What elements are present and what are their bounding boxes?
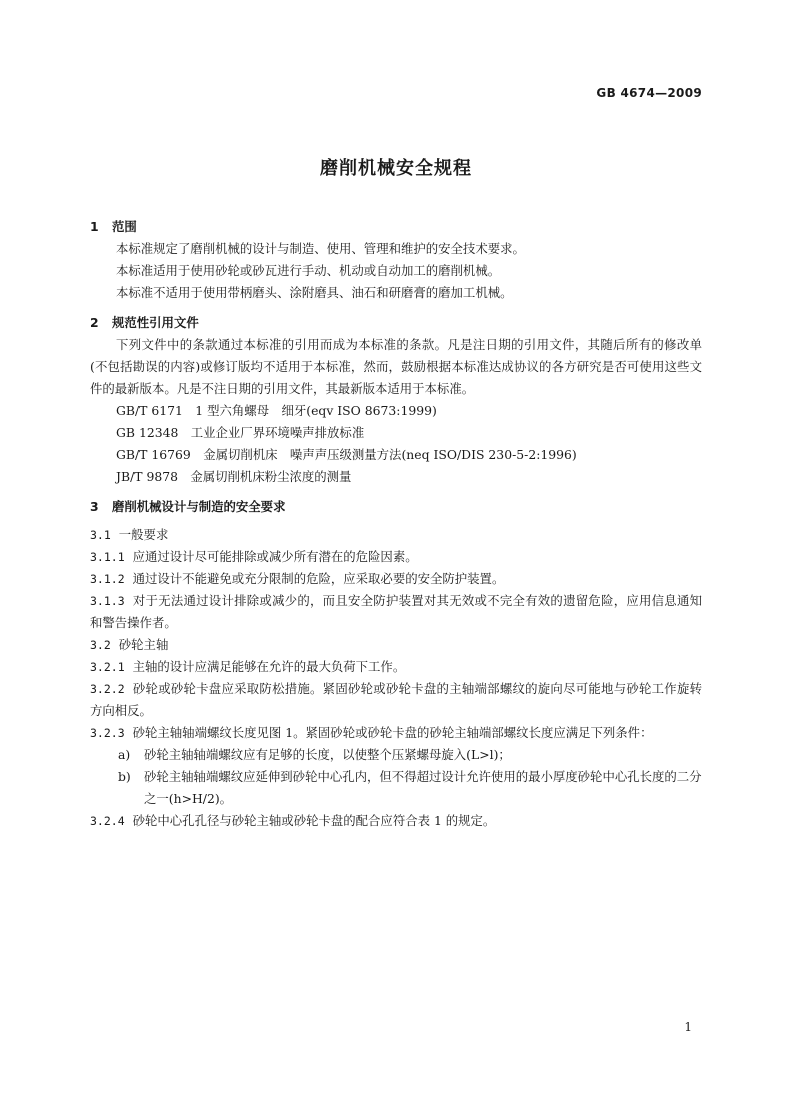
clause-text: 砂轮主轴轴端螺纹长度见图 1。紧固砂轮或砂轮卡盘的砂轮主轴端部螺纹长度应满足下列条件： bbox=[132, 725, 653, 740]
clause-number: 3.1.1 bbox=[90, 550, 125, 564]
list-item-label: b) bbox=[118, 769, 131, 784]
clause-text: 应通过设计尽可能排除或减少所有潜在的危险因素。 bbox=[132, 549, 418, 564]
section-number: 1 bbox=[90, 219, 99, 234]
clause-text: 砂轮中心孔孔径与砂轮主轴或砂轮卡盘的配合应符合表 1 的规定。 bbox=[132, 813, 496, 828]
clause-number: 3.2.3 bbox=[90, 726, 125, 740]
clause-number: 3.2 bbox=[90, 638, 111, 652]
clause-heading bbox=[90, 634, 702, 656]
clause-number: 3.2.4 bbox=[90, 814, 125, 828]
document-title: 磨削机械安全规程 bbox=[320, 158, 472, 179]
clause-text: 对于无法通过设计排除或减少的，而且安全防护装置对其无效或不完全有效的遗留危险，应用信息通知和警告操作者。 bbox=[90, 593, 702, 630]
clause-text: 通过设计不能避免或充分限制的危险，应采取必要的安全防护装置。 bbox=[132, 571, 505, 586]
scope-paragraph: 本标准不适用于使用带柄磨头、涂附磨具、油石和研磨膏的磨加工机械。 bbox=[116, 285, 513, 300]
scope-paragraph: 本标准适用于使用砂轮或砂瓦进行手动、机动或自动加工的磨削机械。 bbox=[116, 263, 501, 278]
standard-number: GB 4674—2009 bbox=[596, 86, 702, 100]
section-title: 磨削机械设计与制造的安全要求 bbox=[112, 499, 286, 514]
clause bbox=[90, 722, 702, 744]
scope-paragraph: 本标准规定了磨削机械的设计与制造、使用、管理和维护的安全技术要求。 bbox=[116, 241, 525, 256]
reference-item: GB/T 6171 1 型六角螺母 细牙(eqv ISO 8673:1999) bbox=[116, 403, 437, 418]
reference-item: GB/T 16769 金属切削机床 噪声声压级测量方法(neq ISO/DIS 230-5-2:1996) bbox=[116, 447, 577, 462]
reference-item: GB 12348 工业企业厂界环境噪声排放标准 bbox=[116, 425, 365, 440]
clause-text: 砂轮或砂轮卡盘应采取防松措施。紧固砂轮或砂轮卡盘的主轴端部螺纹的旋向尽可能地与砂轮工作旋转方向相反。 bbox=[90, 681, 702, 718]
page-number: 1 bbox=[684, 1020, 692, 1034]
clause bbox=[90, 656, 702, 678]
clause-number: 3.2.1 bbox=[90, 660, 125, 674]
section-number: 3 bbox=[90, 499, 99, 514]
clause bbox=[90, 590, 702, 634]
clause bbox=[90, 568, 702, 590]
references-intro: 下列文件中的条款通过本标准的引用而成为本标准的条款。凡是注日期的引用文件，其随后所有的修改单(不包括勘误的内容)或修订版均不适用于本标准，然而，鼓励根据本标准达成协议的各方研究是否可使用这些文件的最新版本。凡是不注日期的引用文件，其最新版本适用于本标准。 bbox=[90, 337, 702, 396]
section-title: 范围 bbox=[112, 219, 137, 234]
section-heading-safety-requirements bbox=[90, 496, 702, 518]
list-item-text: 砂轮主轴轴端螺纹应延伸到砂轮中心孔内，但不得超过设计允许使用的最小厚度砂轮中心孔长度的二分之一(h>H/2)。 bbox=[144, 769, 702, 806]
clause-title: 一般要求 bbox=[118, 527, 169, 542]
list-item-label: a) bbox=[118, 747, 131, 762]
clause bbox=[90, 810, 702, 832]
reference-item: JB/T 9878 金属切削机床粉尘浓度的测量 bbox=[116, 469, 352, 484]
list-item bbox=[90, 766, 702, 810]
clause-number: 3.1.2 bbox=[90, 572, 125, 586]
list-item-text: 砂轮主轴轴端螺纹应有足够的长度，以使整个压紧螺母旋入(L>l)； bbox=[144, 747, 511, 762]
section-title: 规范性引用文件 bbox=[112, 315, 199, 330]
section-heading-scope bbox=[90, 216, 702, 238]
clause-heading bbox=[90, 524, 702, 546]
clause bbox=[90, 678, 702, 722]
list-item bbox=[90, 744, 702, 766]
document-body bbox=[90, 216, 702, 832]
clause-number: 3.1 bbox=[90, 528, 111, 542]
clause-number: 3.1.3 bbox=[90, 594, 125, 608]
clause-number: 3.2.2 bbox=[90, 682, 125, 696]
clause-text: 主轴的设计应满足能够在允许的最大负荷下工作。 bbox=[132, 659, 406, 674]
clause bbox=[90, 546, 702, 568]
section-number: 2 bbox=[90, 315, 99, 330]
clause-title: 砂轮主轴 bbox=[118, 637, 169, 652]
section-heading-normative-references bbox=[90, 312, 702, 334]
